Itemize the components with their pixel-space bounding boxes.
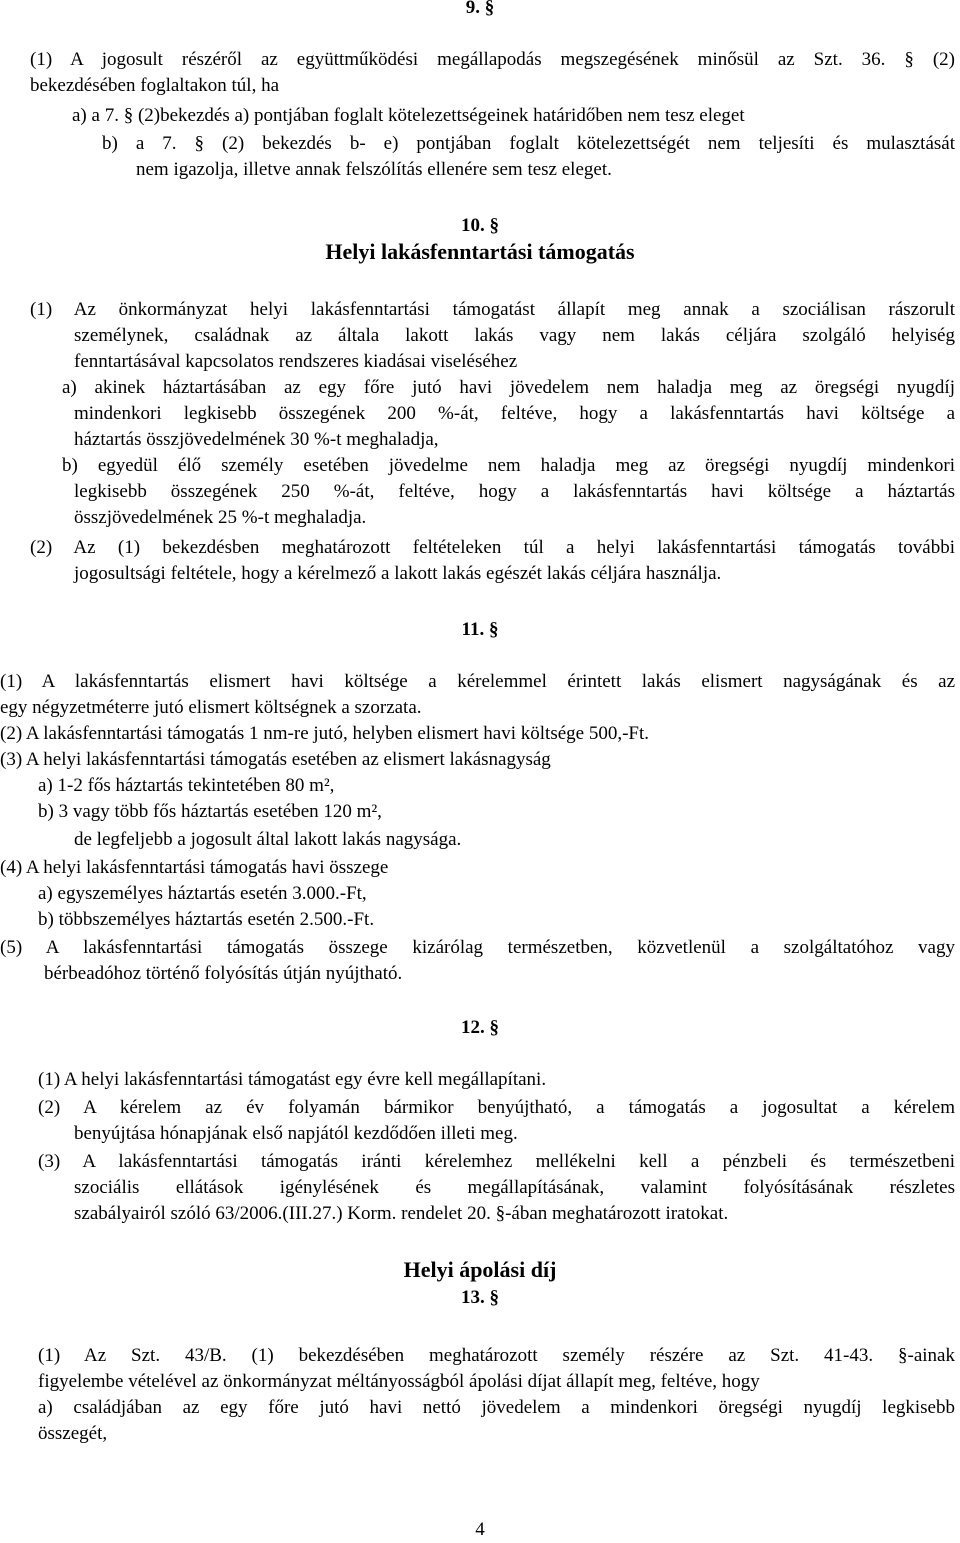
s11-line-8: (4) A helyi lakásfenntartási támogatás havi összege	[0, 857, 389, 878]
s12-line-5: szociális ellátások igénylésének és megállapításának, valamint folyósításának részletes	[74, 1177, 955, 1198]
section-13-title: Helyi ápolási díj	[403, 1257, 557, 1282]
s10-line-5: mindenkori legkisebb összegének 200 %-át, feltéve, hogy a lakásfenntartás havi költsége a	[74, 403, 955, 424]
s12-line-4: (3) A lakásfenntartási támogatás iránti kérelemhez mellékelni kell a pénzbeli és természetbeni	[38, 1151, 955, 1172]
page-number: 4	[475, 1519, 485, 1540]
s11-line-5: a) 1-2 fős háztartás tekintetében 80 m²,	[38, 775, 335, 796]
s12-line-1: (1) A helyi lakásfenntartási támogatást egy évre kell megállapítani.	[38, 1069, 547, 1090]
s10-line-7: b) egyedül élő személy esetében jövedelme nem haladja meg az öregségi nyugdíj mindenkori	[62, 455, 955, 476]
s11-line-10: b) többszemélyes háztartás esetén 2.500.-Ft.	[38, 909, 375, 930]
s9-line-3: a) a 7. § (2)bekezdés a) pontjában foglalt kötelezettségeinek határidőben nem tesz eleget	[72, 105, 745, 126]
s9-line-5: nem igazolja, illetve annak felszólítás ellenére sem tesz eleget.	[136, 159, 612, 180]
s10-line-3: fenntartásával kapcsolatos rendszeres kiadásai viseléséhez	[74, 351, 518, 372]
s10-line-2: személynek, családnak az általa lakott lakás vagy nem lakás céljára szolgáló helyiség	[74, 325, 955, 346]
s13-line-3: a) családjában az egy főre jutó havi nettó jövedelem a mindenkori öregségi nyugdíj legkisebb	[38, 1397, 955, 1418]
s11-line-4: (3) A helyi lakásfenntartási támogatás esetében az elismert lakásnagyság	[0, 749, 551, 770]
s11-line-2: egy négyzetméterre jutó elismert költségnek a szorzata.	[0, 697, 422, 718]
s11-line-12: bérbeadóhoz történő folyósítás útján nyújtható.	[44, 963, 403, 984]
section-10-title: Helyi lakásfenntartási támogatás	[325, 239, 635, 264]
s10-line-4: a) akinek háztartásában az egy főre jutó havi jövedelem nem haladja meg az öregségi nyugdíj	[62, 377, 955, 398]
s13-line-4: összegét,	[38, 1423, 108, 1444]
s11-line-1: (1) A lakásfenntartás elismert havi költsége a kérelemmel érintett lakás elismert nagyságának és az	[0, 671, 955, 692]
s11-line-7: de legfeljebb a jogosult által lakott lakás nagysága.	[74, 829, 462, 850]
s13-line-2: figyelembe vételével az önkormányzat méltányosságból ápolási díjat állapít meg, feltéve, hogy	[38, 1371, 760, 1392]
s13-line-1: (1) Az Szt. 43/B. (1) bekezdésében meghatározott személy részére az Szt. 41-43. §-ainak	[38, 1345, 955, 1366]
s12-line-2: (2) A kérelem az év folyamán bármikor benyújtható, a támogatás a jogosultat a kérelem	[38, 1097, 955, 1118]
s12-line-3: benyújtása hónapjának első napjától kezdődően illeti meg.	[74, 1123, 518, 1144]
s11-line-9: a) egyszemélyes háztartás esetén 3.000.-Ft,	[38, 883, 367, 904]
s9-line-2: bekezdésében foglaltakon túl, ha	[30, 75, 280, 96]
s11-line-11: (5) A lakásfenntartási támogatás összege kizárólag természetben, közvetlenül a szolgáltatóhoz vagy	[0, 937, 955, 958]
s11-line-6: b) 3 vagy több fős háztartás esetében 120 m²,	[38, 801, 382, 822]
s10-line-11: jogosultsági feltétele, hogy a kérelmező a lakott lakás egészét lakás céljára használja.	[74, 563, 722, 584]
s9-line-4: b) a 7. § (2) bekezdés b- e) pontjában foglalt kötelezettségét nem teljesíti és mulasztását	[102, 133, 955, 154]
s10-line-6: háztartás összjövedelmének 30 %-t meghaladja,	[74, 429, 439, 450]
s10-line-8: legkisebb összegének 250 %-át, feltéve, hogy a lakásfenntartás havi költsége a háztartás	[74, 481, 955, 502]
s10-line-1: (1) Az önkormányzat helyi lakásfenntartási támogatást állapít meg annak a szociálisan rászorult	[30, 299, 955, 320]
s10-line-9: összjövedelmének 25 %-t meghaladja.	[74, 507, 367, 528]
s10-line-10: (2) Az (1) bekezdésben meghatározott feltételeken túl a helyi lakásfenntartási támogatás további	[30, 537, 955, 558]
s11-line-3: (2) A lakásfenntartási támogatás 1 nm-re jutó, helyben elismert havi költsége 500,-Ft.	[0, 723, 650, 744]
section-9-heading: 9. §	[465, 0, 495, 18]
section-10-heading: 10. §	[461, 215, 499, 236]
s12-line-6: szabályairól szóló 63/2006.(III.27.) Korm. rendelet 20. §-ában meghatározott iratokat.	[74, 1203, 729, 1224]
section-13-heading: 13. §	[461, 1287, 499, 1308]
section-11-heading: 11. §	[461, 619, 499, 640]
section-12-heading: 12. §	[461, 1017, 499, 1038]
s9-line-1: (1) A jogosult részéről az együttműködési megállapodás megszegésének minősül az Szt. 36. § (2)	[30, 49, 955, 70]
